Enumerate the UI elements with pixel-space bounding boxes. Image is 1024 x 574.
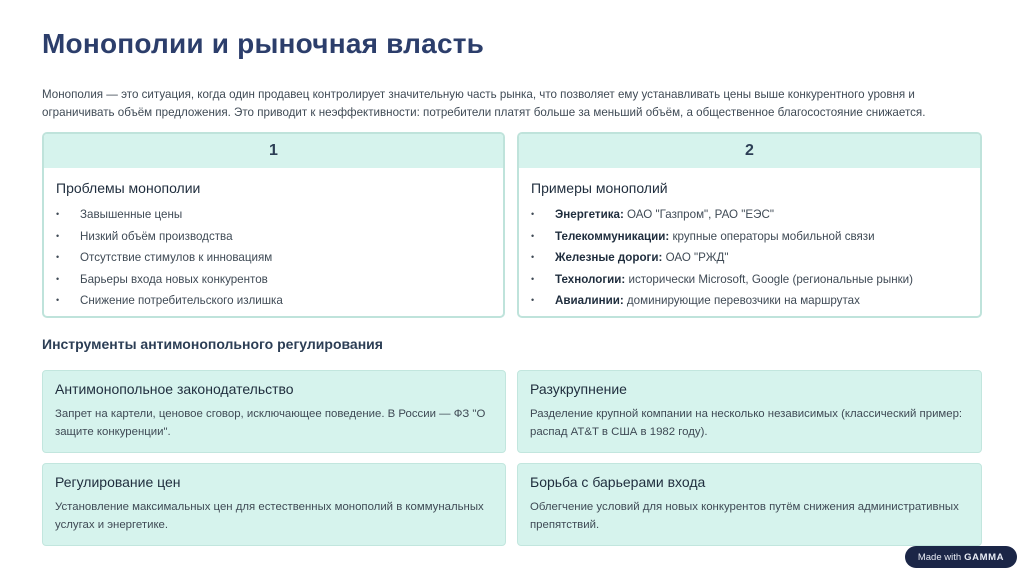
- list-item: • Отсутствие стимулов к инновациям: [44, 247, 503, 269]
- tool-card-entry-barriers: [517, 463, 982, 546]
- bullet-icon: •: [56, 230, 60, 241]
- made-with-gamma-badge[interactable]: [905, 546, 1017, 568]
- tool-description: Установление максимальных цен для естественных монополий в коммунальных услугах и энергетике.: [55, 501, 484, 531]
- card-number: 1: [44, 134, 503, 168]
- list-item: • Барьеры входа новых конкурентов: [44, 269, 503, 291]
- bullet-icon: •: [56, 252, 60, 262]
- badge-prefix: Made with: [917, 551, 962, 563]
- intro-paragraph: Монополия — это ситуация, когда один продавец контролирует значительную часть рынка, что позволяет ему устанавливать цены выше конкурентного уровня и ограничивать объём предложения. Это приводит к неэффективности: потребители платят больше за меньший объём, а общественное благосостояние снижается.: [42, 88, 926, 119]
- bullet-icon: •: [531, 273, 535, 284]
- examples-list: [519, 204, 980, 312]
- card-title: Проблемы монополии: [56, 180, 201, 196]
- tool-title: Регулирование цен: [55, 474, 181, 490]
- list-item: • Железные дороги: ОАО "РЖД": [519, 247, 980, 269]
- list-item: • Технологии: исторически Microsoft, Google (региональные рынки): [519, 269, 980, 291]
- page-title: Монополии и рыночная власть: [42, 28, 485, 59]
- list-item: • Завышенные цены: [44, 204, 503, 226]
- bullet-icon: •: [56, 295, 60, 305]
- list-item: • Энергетика: ОАО "Газпром", РАО "ЕЭС": [519, 204, 980, 226]
- tool-card-price-regulation: [42, 463, 506, 546]
- list-item: • Низкий объём производства: [44, 226, 503, 248]
- tool-card-antitrust-law: [42, 370, 506, 453]
- list-item: • Телекоммуникации: крупные операторы мобильной связи: [519, 226, 980, 248]
- bullet-icon: •: [531, 295, 535, 305]
- examples-card: [517, 132, 982, 318]
- bullet-icon: •: [56, 209, 60, 219]
- tool-title: Борьба с барьерами входа: [530, 474, 706, 490]
- tool-description: Запрет на картели, ценовое сговор, исключающее поведение. В России — ФЗ "О защите конкуренции".: [55, 408, 486, 438]
- bullet-icon: •: [531, 252, 535, 262]
- card-title: Примеры монополий: [531, 180, 668, 196]
- bullet-icon: •: [531, 230, 535, 241]
- list-item: • Снижение потребительского излишка: [44, 290, 503, 312]
- tool-title: Антимонопольное законодательство: [55, 381, 294, 397]
- section-title: Инструменты антимонопольного регулирования: [42, 336, 383, 352]
- bullet-icon: •: [531, 209, 535, 219]
- tool-card-breakup: [517, 370, 982, 453]
- badge-brand: GAMMA: [964, 551, 1005, 563]
- list-item: • Авиалинии: доминирующие перевозчики на маршрутах: [519, 290, 980, 312]
- card-number: 2: [519, 134, 980, 168]
- problems-card: [42, 132, 505, 318]
- problems-list: [44, 204, 503, 312]
- bullet-icon: •: [56, 273, 60, 284]
- tool-title: Разукрупнение: [530, 381, 627, 397]
- tool-description: Облегчение условий для новых конкурентов путём снижения административных препятствий.: [530, 501, 959, 531]
- tool-description: Разделение крупной компании на несколько независимых (классический пример: распад AT&T в США в 1982 году).: [530, 408, 963, 438]
